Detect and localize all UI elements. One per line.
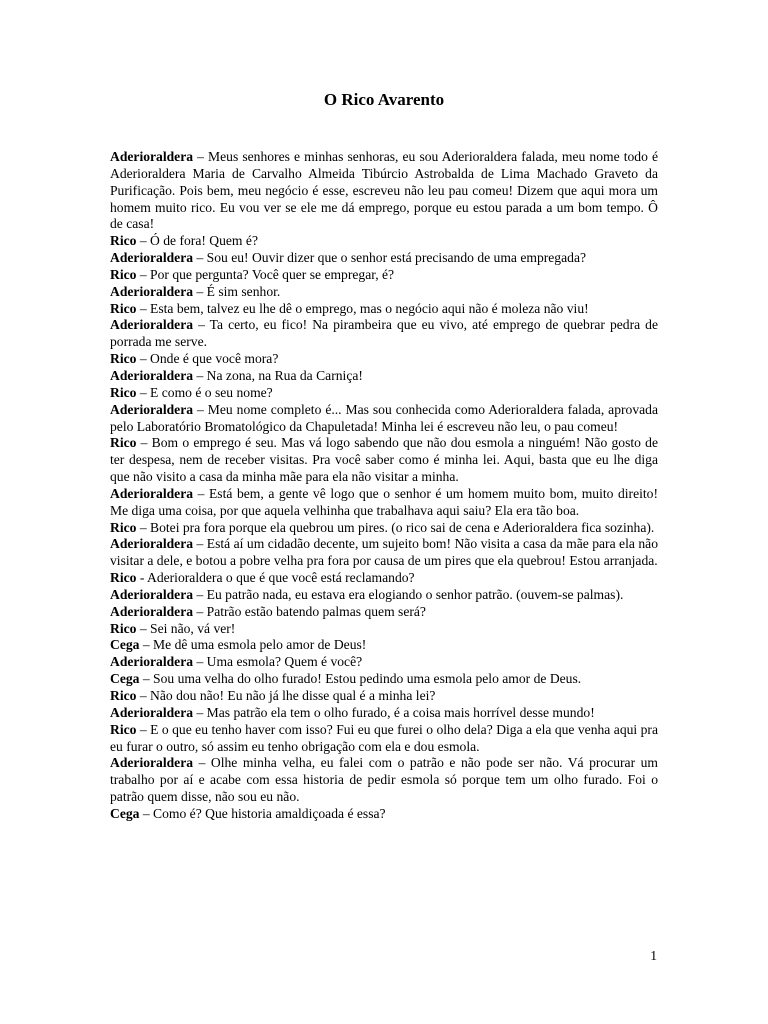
speaker-name: Aderioraldera	[110, 250, 194, 266]
line-text: – Uma esmola? Quem é você?	[193, 654, 363, 670]
dialogue-line	[110, 705, 658, 722]
line-text: – Meus senhores e minhas senhoras, eu sou Aderioraldera falada, meu nome todo é Aderioraldera Maria de Carvalho Almeida Tibúrcio Astrobalda de Lima Machado Graveto da Purificação. Pois bem, meu negócio é esse, escreveu não leu pau comeu! Dizem que aqui mora um homem muito rico. Eu vou ver se ele me dá emprego, porque eu estou parada a um bom tempo. Ô de casa!	[110, 149, 658, 232]
line-text: – Botei pra fora porque ela quebrou um pires. (o rico sai de cena e Aderioraldera fica sozinha).	[136, 519, 655, 535]
speaker-name: Rico	[110, 721, 137, 737]
line-text: – E como é o seu nome?	[136, 384, 273, 400]
dialogue-line	[110, 435, 658, 486]
speaker-name: Aderioraldera	[110, 755, 194, 771]
speaker-name: Rico	[110, 300, 137, 316]
speaker-name: Aderioraldera	[110, 654, 194, 670]
line-text: – Sou eu! Ouvir dizer que o senhor está precisando de uma empregada?	[193, 250, 587, 266]
dialogue-line	[110, 520, 658, 537]
speaker-name: Rico	[110, 233, 137, 249]
line-text: – Na zona, na Rua da Carniça!	[193, 367, 363, 383]
speaker-name: Cega	[110, 671, 140, 687]
line-text: – Está bem, a gente vê logo que o senhor é um homem muito bom, muito direito! Me diga uma coisa, por que aquela velhinha que trabalhava aqui saiu? Ela era tão boa.	[110, 485, 658, 518]
line-text: – Ta certo, eu fico! Na pirambeira que eu vivo, até emprego de quebrar pedra de porrada me serve.	[110, 317, 658, 350]
speaker-name: Rico	[110, 351, 137, 367]
dialogue-line	[110, 402, 658, 436]
line-text: – Esta bem, talvez eu lhe dê o emprego, mas o negócio aqui não é moleza não viu!	[136, 300, 589, 316]
dialogue-line	[110, 755, 658, 806]
line-text: – Está aí um cidadão decente, um sujeito bom! Não visita a casa da mãe para ela não visitar a dele, e botou a pobre velha pra fora por causa de um pires que ela quebrou! Estou arranjada.	[110, 536, 658, 569]
dialogue-line	[110, 385, 658, 402]
dialogue-line	[110, 301, 658, 318]
line-text: – Onde é que você mora?	[136, 351, 279, 367]
document-title: O Rico Avarento	[323, 90, 445, 109]
speaker-name: Rico	[110, 570, 137, 586]
dialogue-line	[110, 688, 658, 705]
speaker-name: Aderioraldera	[110, 283, 194, 299]
line-text: – Eu patrão nada, eu estava era elogiando o senhor patrão. (ouvem-se palmas).	[193, 586, 624, 602]
page-number: 1	[650, 948, 657, 963]
line-text: – E o que eu tenho haver com isso? Fui eu que furei o olho dela? Diga a ela que venha aqui pra eu furar o outro, só assim eu tenho obrigação com ela e dou esmola.	[110, 721, 658, 754]
dialogue-body	[110, 149, 658, 823]
speaker-name: Rico	[110, 384, 137, 400]
speaker-name: Aderioraldera	[110, 149, 194, 164]
speaker-name: Rico	[110, 620, 137, 636]
speaker-name: Rico	[110, 266, 137, 282]
dialogue-line	[110, 536, 658, 570]
dialogue-line	[110, 671, 658, 688]
speaker-name: Rico	[110, 688, 137, 703]
speaker-name: Aderioraldera	[110, 536, 194, 552]
dialogue-line	[110, 351, 658, 368]
speaker-name: Aderioraldera	[110, 367, 194, 383]
dialogue-line	[110, 284, 658, 301]
dialogue-line	[110, 621, 658, 638]
dialogue-line	[110, 250, 658, 267]
speaker-name: Aderioraldera	[110, 704, 194, 720]
speaker-name: Aderioraldera	[110, 485, 194, 501]
line-text: – Patrão estão batendo palmas quem será?	[193, 603, 426, 619]
line-text: – É sim senhor.	[193, 283, 281, 299]
speaker-name: Aderioraldera	[110, 401, 194, 417]
line-text: – Me dê uma esmola pelo amor de Deus!	[139, 637, 367, 653]
dialogue-line	[110, 486, 658, 520]
dialogue-line	[110, 604, 658, 621]
line-text: - Aderioraldera o que é que você está reclamando?	[136, 570, 415, 586]
line-text: – Bom o emprego é seu. Mas vá logo sabendo que não dou esmola a ninguém! Não gosto de ter despesa, nem de receber visitas. Pra você saber como é minha lei. Aqui, basta que eu lhe diga que não visito a casa da minha mãe para ela não visitar a minha.	[110, 435, 658, 485]
line-text: – Ó de fora! Quem é?	[136, 233, 258, 249]
dialogue-line	[110, 654, 658, 671]
dialogue-line	[110, 149, 658, 233]
speaker-name: Aderioraldera	[110, 586, 194, 602]
line-text: – Como é? Que historia amaldiçoada é essa?	[139, 805, 386, 821]
line-text: – Meu nome completo é... Mas sou conhecida como Aderioraldera falada, aprovada pelo Laboratório Bromatológico da Chapuletada! Minha lei é escreveu não leu, o pau comeu!	[110, 401, 658, 434]
dialogue-line	[110, 233, 658, 250]
dialogue-line	[110, 722, 658, 756]
dialogue-line	[110, 267, 658, 284]
line-text: – Sou uma velha do olho furado! Estou pedindo uma esmola pelo amor de Deus.	[139, 671, 582, 687]
dialogue-line	[110, 570, 658, 587]
dialogue-line	[110, 806, 658, 823]
speaker-name: Aderioraldera	[110, 317, 194, 333]
line-text: – Não dou não! Eu não já lhe disse qual é a minha lei?	[136, 688, 436, 703]
dialogue-line	[110, 317, 658, 351]
speaker-name: Rico	[110, 519, 137, 535]
speaker-name: Rico	[110, 435, 137, 451]
line-text: – Por que pergunta? Você quer se empregar, é?	[136, 266, 395, 282]
dialogue-line	[110, 368, 658, 385]
speaker-name: Cega	[110, 637, 140, 653]
dialogue-line	[110, 637, 658, 654]
speaker-name: Aderioraldera	[110, 603, 194, 619]
speaker-name: Cega	[110, 805, 140, 821]
line-text: – Olhe minha velha, eu falei com o patrão e não pode ser não. Vá procurar um trabalho por aí e acabe com essa historia de pedir esmola só porque tem um olho furado. Foi o patrão quem disse, não sou eu não.	[110, 755, 658, 805]
line-text: – Sei não, vá ver!	[136, 620, 236, 636]
line-text: – Mas patrão ela tem o olho furado, é a coisa mais horrível desse mundo!	[193, 704, 595, 720]
dialogue-line	[110, 587, 658, 604]
